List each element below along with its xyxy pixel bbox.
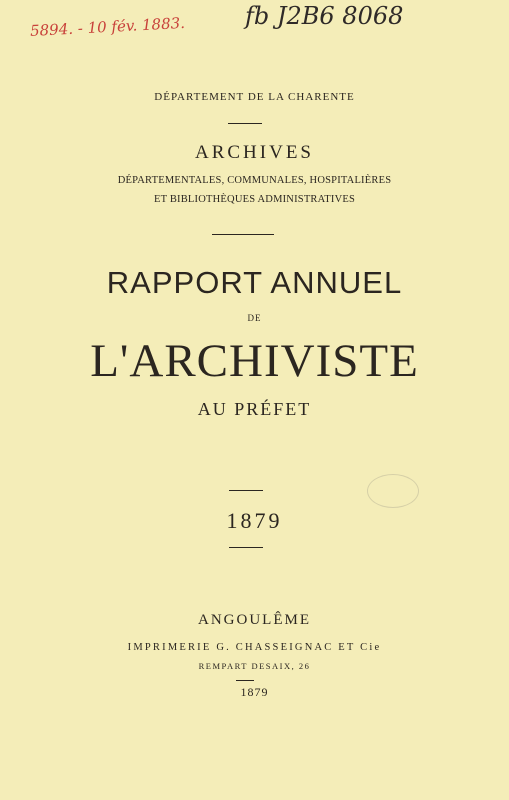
rapport-title: RAPPORT ANNUEL bbox=[106, 265, 403, 300]
handwritten-note-red: 5894. - 10 fév. 1883. bbox=[29, 13, 186, 41]
divider-1 bbox=[228, 123, 262, 124]
divider-2 bbox=[212, 234, 274, 235]
archives-title: ARCHIVES bbox=[194, 142, 314, 163]
imprint-printer: IMPRIMERIE G. CHASSEIGNAC ET Cie bbox=[127, 642, 382, 653]
handwritten-call-number: fb J2B6 8068 bbox=[245, 2, 404, 30]
archiviste-title: L'ARCHIVISTE bbox=[90, 335, 419, 387]
divider-3 bbox=[229, 490, 263, 491]
imprint-city: ANGOULÊME bbox=[198, 612, 311, 628]
divider-5 bbox=[236, 680, 254, 681]
archives-subtitle-2: ET BIBLIOTHÈQUES ADMINISTRATIVES bbox=[153, 194, 356, 205]
divider-4 bbox=[229, 547, 263, 548]
archives-subtitle-1: DÉPARTEMENTALES, COMMUNALES, HOSPITALIÈRES bbox=[117, 175, 392, 186]
de-line: DE bbox=[247, 313, 262, 323]
faint-stamp bbox=[367, 474, 419, 508]
main-year: 1879 bbox=[226, 508, 283, 533]
imprint-year: 1879 bbox=[240, 685, 269, 699]
au-prefet-line: AU PRÉFET bbox=[197, 399, 312, 419]
imprint-address: REMPART DESAIX, 26 bbox=[198, 661, 311, 671]
department-line: DÉPARTEMENT DE LA CHARENTE bbox=[154, 91, 355, 103]
